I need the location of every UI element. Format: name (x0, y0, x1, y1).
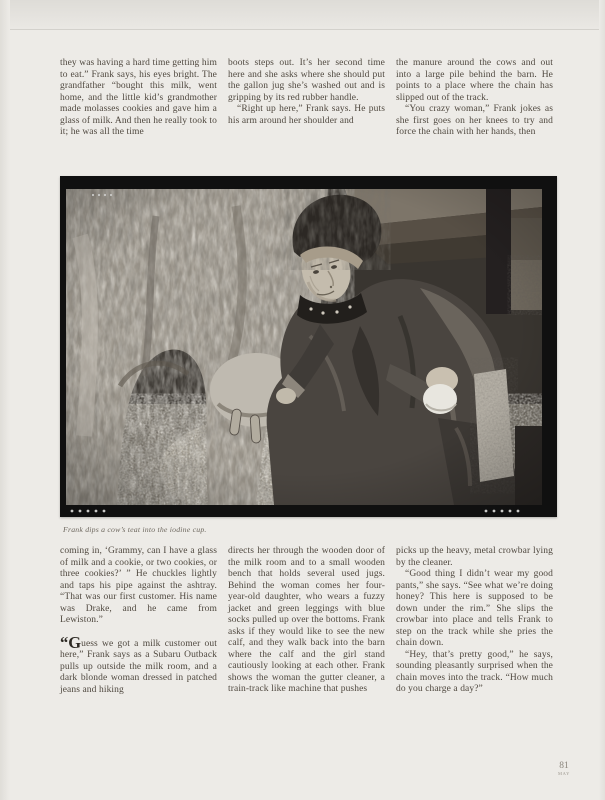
folio-label: MAY (558, 771, 570, 776)
column-top-middle (228, 58, 385, 139)
body-paragraph: coming in, ‘Grammy, can I have a glass of milk and a cookie, or two cookies, or three cookies?’ ” He chuckles lightly and taps his pipe against the ashtray. “That was our first customer. His name was Drake, and he came from Lewiston.” (60, 546, 217, 625)
text-block-bottom (60, 546, 553, 696)
body-paragraph-dropcap (60, 632, 217, 697)
photo-caption: Frank dips a cow’s teat into the iodine cup. (63, 525, 207, 534)
body-paragraph: picks up the heavy, metal crowbar lying by the cleaner. (396, 546, 553, 568)
body-paragraph: the manure around the cows and out into a large pile behind the barn. He points to a place where the chain has slipped out of the track. (396, 58, 553, 103)
barn-photo-illustration (60, 176, 557, 517)
body-paragraph: they was having a hard time getting him to eat.” Frank says, his eyes bright. The grandfather “bought this milk, went home, and the little kid’s grandmother made molasses cookies and gave him a glass of milk. And then he really took to it; he was all the time (60, 58, 217, 137)
body-paragraph: “Good thing I didn’t wear my good pants,” she says. “See what we’re doing honey? This here is supposed to be down under the rim.” She slips the crowbar into place and tells Frank to step on the track while she pries the chain down. (396, 569, 553, 648)
column-top-left (60, 58, 217, 139)
column-bottom-right (396, 546, 553, 696)
scan-edge-left (0, 0, 10, 800)
paragraph-text: uess we got a milk customer out here,” Frank says as a Subaru Outback pulls up outside the milk room, and a dark blonde woman dressed in patched jeans and hiking (60, 638, 217, 695)
body-paragraph: “Right up here,” Frank says. He puts his arm around her shoulder and (228, 104, 385, 126)
column-top-right (396, 58, 553, 139)
body-paragraph: boots steps out. It’s her second time here and she asks where she should put the gallon jug she’s washed out and is gripping by its red rubber handle. (228, 58, 385, 103)
scan-edge-right (599, 0, 605, 800)
dropcap-lead: “G (60, 632, 82, 652)
text-block-top (60, 58, 553, 139)
page-folio (548, 761, 580, 776)
column-bottom-left (60, 546, 217, 696)
body-paragraph: directs her through the wooden door of the milk room and to a small wooden bench that holds several used jugs. Behind the woman comes her four-year-old daughter, who wears a fuzzy jacket and green leggings with blue socks pulled up over the bottoms. Frank asks if they would like to see the new calf, and they walk back into the barn where the calf and the girl stand cautiously looking at each other. Frank shows the woman the gutter cleaner, a train-track like machine that pushes (228, 546, 385, 694)
body-paragraph: “You crazy woman,” Frank jokes as she first goes on her knees to try and force the chain with her hands, then (396, 104, 553, 137)
body-paragraph: “Hey, that’s pretty good,” he says, sounding pleasantly surprised when the chain moves into the track. “How much do you charge a day?” (396, 649, 553, 694)
column-bottom-middle (228, 546, 385, 696)
page-number: 81 (559, 761, 569, 771)
barn-photograph (60, 176, 557, 517)
scan-edge-top (0, 0, 605, 30)
